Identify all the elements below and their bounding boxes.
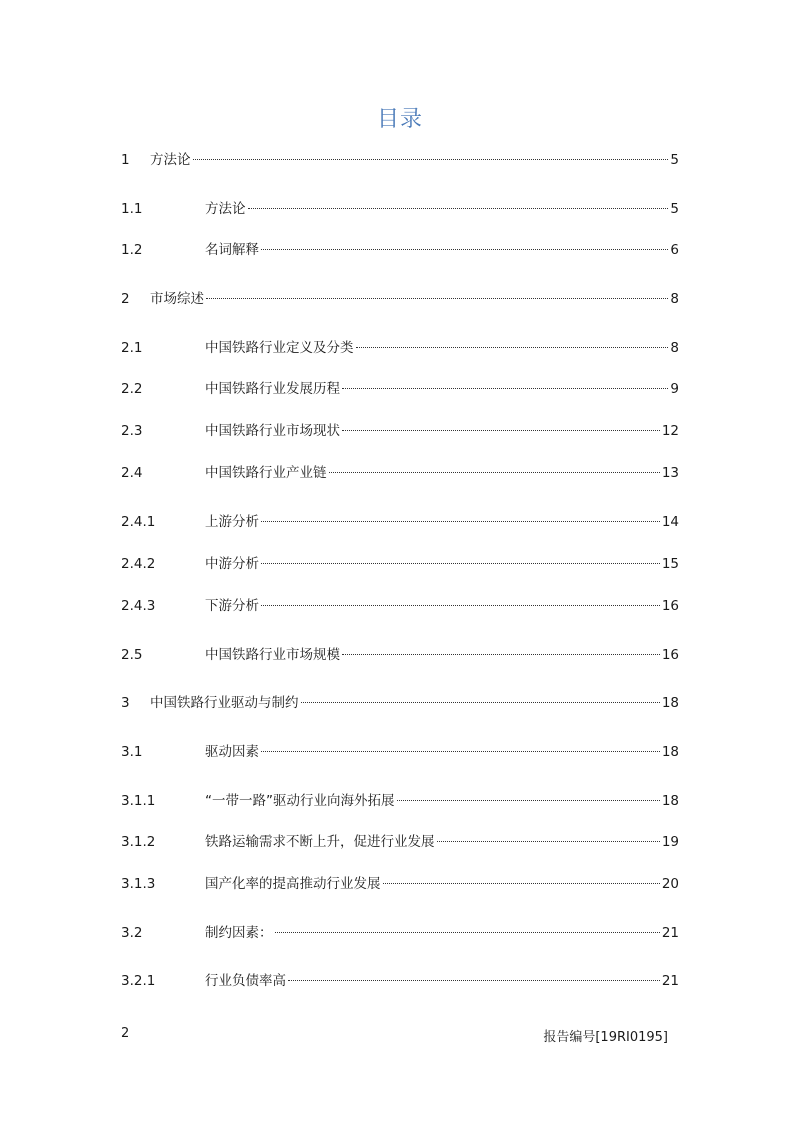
toc-entry-page: 5	[670, 152, 679, 168]
toc-entry-1-2[interactable]	[121, 240, 679, 260]
toc-entry-2-4-2[interactable]	[121, 554, 679, 574]
toc-dot-leader	[261, 249, 668, 250]
toc-dot-leader	[206, 298, 668, 299]
toc-entry-number: 2	[121, 291, 130, 307]
toc-entry-2-1[interactable]	[121, 338, 679, 358]
toc-dot-leader	[342, 654, 660, 655]
toc-entry-page: 19	[661, 834, 679, 850]
toc-entry-label: 行业负债率高	[205, 973, 286, 989]
toc-entry-3-1-1[interactable]	[121, 791, 679, 811]
toc-entry-label: 上游分析	[205, 514, 259, 530]
toc-entry-number: 3.2.1	[121, 973, 156, 989]
toc-entry-page: 21	[661, 925, 679, 941]
toc-entry-page: 13	[661, 465, 679, 481]
toc-entry-label: 中国铁路行业定义及分类	[205, 340, 354, 356]
toc-entry-label: 制约因素：	[205, 925, 273, 941]
toc-dot-leader	[397, 800, 660, 801]
toc-dot-leader	[288, 980, 660, 981]
toc-entry-page: 8	[670, 340, 679, 356]
toc-title: 目录	[376, 107, 423, 132]
toc-entry-page: 9	[670, 381, 679, 397]
toc-dot-leader	[356, 347, 669, 348]
toc-entry-number: 2.1	[121, 340, 143, 356]
toc-entry-label: 中国铁路行业市场现状	[205, 423, 340, 439]
toc-entry-2-5[interactable]	[121, 645, 679, 665]
toc-entry-page: 12	[661, 423, 679, 439]
toc-entry-page: 21	[661, 973, 679, 989]
toc-dot-leader	[329, 472, 660, 473]
toc-entry-label: 铁路运输需求不断上升，促进行业发展	[205, 834, 435, 850]
toc-entry-number: 1	[121, 152, 130, 168]
footer-report-id: 报告编号[19RI0195]	[543, 1030, 668, 1045]
toc-entry-page: 16	[661, 647, 679, 663]
toc-entry-label: 下游分析	[205, 598, 259, 614]
toc-entry-page: 16	[661, 598, 679, 614]
toc-entry-label: 中国铁路行业产业链	[205, 465, 327, 481]
toc-entry-2[interactable]	[121, 289, 679, 309]
toc-entry-2-3[interactable]	[121, 421, 679, 441]
toc-dot-leader	[261, 563, 660, 564]
toc-entry-number: 3.1.1	[121, 793, 156, 809]
toc-entry-label: 市场综述	[150, 291, 204, 307]
toc-entry-page: 8	[670, 291, 679, 307]
toc-entry-label: 名词解释	[205, 242, 259, 258]
toc-entry-number: 1.2	[121, 242, 143, 258]
toc-entry-number: 2.2	[121, 381, 143, 397]
toc-entry-1-1[interactable]	[121, 199, 679, 219]
toc-entry-page: 15	[661, 556, 679, 572]
toc-dot-leader	[261, 751, 660, 752]
toc-entry-page: 18	[661, 793, 679, 809]
toc-entry-3-2[interactable]	[121, 923, 679, 943]
toc-entry-2-4-1[interactable]	[121, 512, 679, 532]
toc-dot-leader	[193, 159, 669, 160]
toc-entry-number: 2.3	[121, 423, 143, 439]
toc-entry-number: 3.1	[121, 744, 143, 760]
toc-entry-number: 2.4.3	[121, 598, 156, 614]
toc-dot-leader	[261, 605, 660, 606]
toc-dot-leader	[437, 841, 660, 842]
toc-entry-label: 国产化率的提高推动行业发展	[205, 876, 381, 892]
toc-entry-3[interactable]	[121, 693, 679, 713]
toc-entry-2-4[interactable]	[121, 463, 679, 483]
toc-entry-3-2-1[interactable]	[121, 971, 679, 991]
toc-dot-leader	[301, 702, 660, 703]
toc-entry-2-4-3[interactable]	[121, 596, 679, 616]
toc-entry-number: 2.4.2	[121, 556, 156, 572]
toc-entry-page: 18	[661, 695, 679, 711]
toc-dot-leader	[248, 208, 669, 209]
toc-entry-number: 2.5	[121, 647, 143, 663]
toc-entry-number: 2.4	[121, 465, 143, 481]
toc-entry-label: 方法论	[205, 201, 246, 217]
toc-entry-1[interactable]	[121, 150, 679, 170]
toc-dot-leader	[342, 430, 660, 431]
toc-dot-leader	[261, 521, 660, 522]
toc-entry-label: 驱动因素	[205, 744, 259, 760]
toc-entry-page: 20	[661, 876, 679, 892]
toc-entry-page: 14	[661, 514, 679, 530]
toc-entry-3-1-2[interactable]	[121, 832, 679, 852]
toc-entry-label: 中国铁路行业发展历程	[205, 381, 340, 397]
toc-entry-label: “一带一路”驱动行业向海外拓展	[205, 793, 395, 809]
toc-entry-label: 中国铁路行业市场规模	[205, 647, 340, 663]
toc-entry-3-1[interactable]	[121, 742, 679, 762]
toc-entry-label: 方法论	[150, 152, 191, 168]
toc-entry-3-1-3[interactable]	[121, 874, 679, 894]
toc-dot-leader	[342, 388, 668, 389]
toc-entry-page: 5	[670, 201, 679, 217]
footer-page-number: 2	[121, 1026, 130, 1041]
toc-entry-number: 3.1.2	[121, 834, 156, 850]
toc-entry-2-2[interactable]	[121, 379, 679, 399]
toc-entry-number: 2.4.1	[121, 514, 156, 530]
toc-entry-number: 1.1	[121, 201, 143, 217]
toc-dot-leader	[275, 932, 660, 933]
toc-dot-leader	[383, 883, 660, 884]
toc-entry-label: 中游分析	[205, 556, 259, 572]
toc-entry-label: 中国铁路行业驱动与制约	[150, 695, 299, 711]
toc-entry-page: 6	[670, 242, 679, 258]
toc-entry-number: 3	[121, 695, 130, 711]
toc-entry-number: 3.2	[121, 925, 143, 941]
toc-entry-number: 3.1.3	[121, 876, 156, 892]
toc-entry-page: 18	[661, 744, 679, 760]
